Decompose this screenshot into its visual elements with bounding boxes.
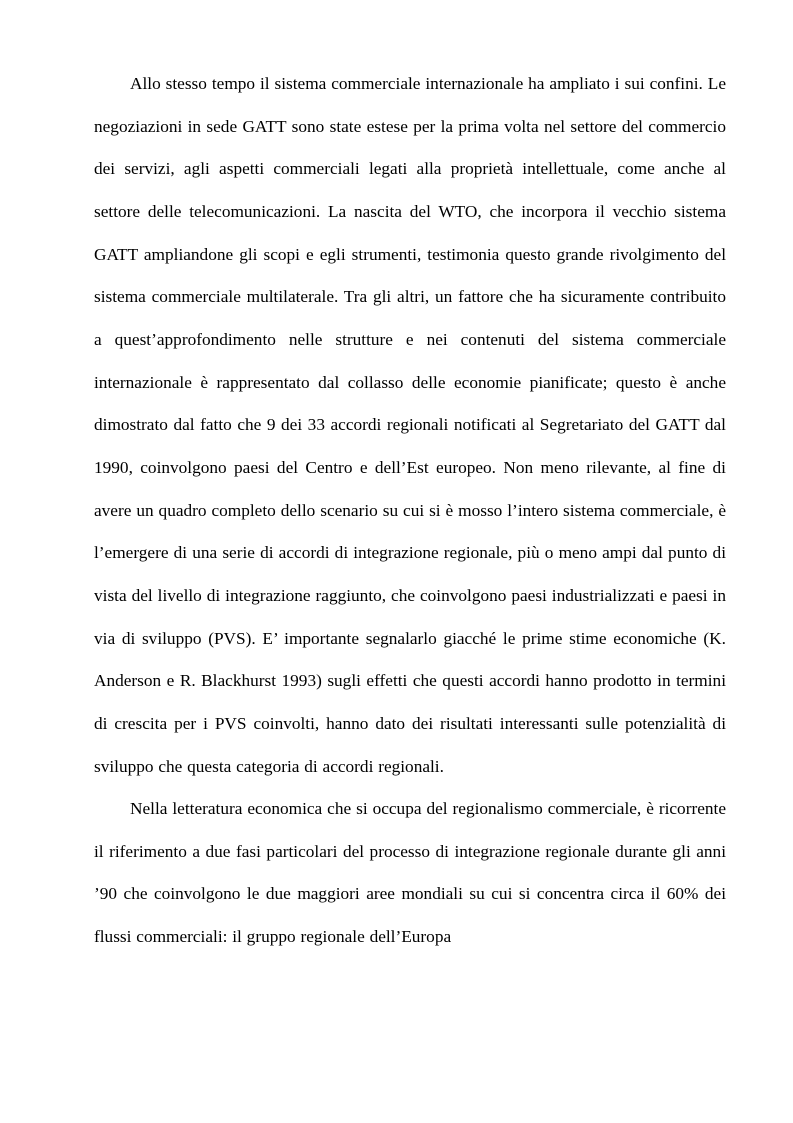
paragraph-1: Allo stesso tempo il sistema commerciale internazionale ha ampliato i sui confini. Le negoziazioni in sede GATT sono state estese per la prima volta nel settore del commercio dei servizi, agli aspetti commerciali legati alla proprietà intellettuale, come anche al settore delle telecomunicazioni. La nascita del WTO, che incorpora il vecchio sistema GATT ampliandone gli scopi e egli strumenti, testimonia questo grande rivolgimento del sistema commerciale multilaterale. Tra gli altri, un fattore che ha sicuramente contribuito a quest’approfondimento nelle strutture e nei contenuti del sistema commerciale internazionale è rappresentato dal collasso delle economie pianificate; questo è anche dimostrato dal fatto che 9 dei 33 accordi regionali notificati al Segretariato del GATT dal 1990, coinvolgono paesi del Centro e dell’Est europeo. Non meno rilevante, al fine di avere un quadro completo dello scenario su cui si è mosso l’intero sistema commerciale, è l’emergere di una serie di accordi di integrazione regionale, più o meno ampi dal punto di vista del livello di integrazione raggiunto, che coinvolgono paesi industrializzati e paesi in via di sviluppo (PVS). E’ importante segnalarlo giacché le prime stime economiche (K. Anderson e R. Blackhurst 1993) sugli effetti che questi accordi hanno prodotto in termini di crescita per i PVS coinvolti, hanno dato dei risultati interessanti sulle potenzialità di sviluppo che questa categoria di accordi regionali. (94, 74, 726, 776)
body-text (94, 63, 726, 959)
paragraph-2: Nella letteratura economica che si occupa del regionalismo commerciale, è ricorrente il riferimento a due fasi particolari del processo di integrazione regionale durante gli anni ’90 che coinvolgono le due maggiori aree mondiali su cui si concentra circa il 60% dei flussi commerciali: il gruppo regionale dell’Europa (94, 799, 726, 947)
